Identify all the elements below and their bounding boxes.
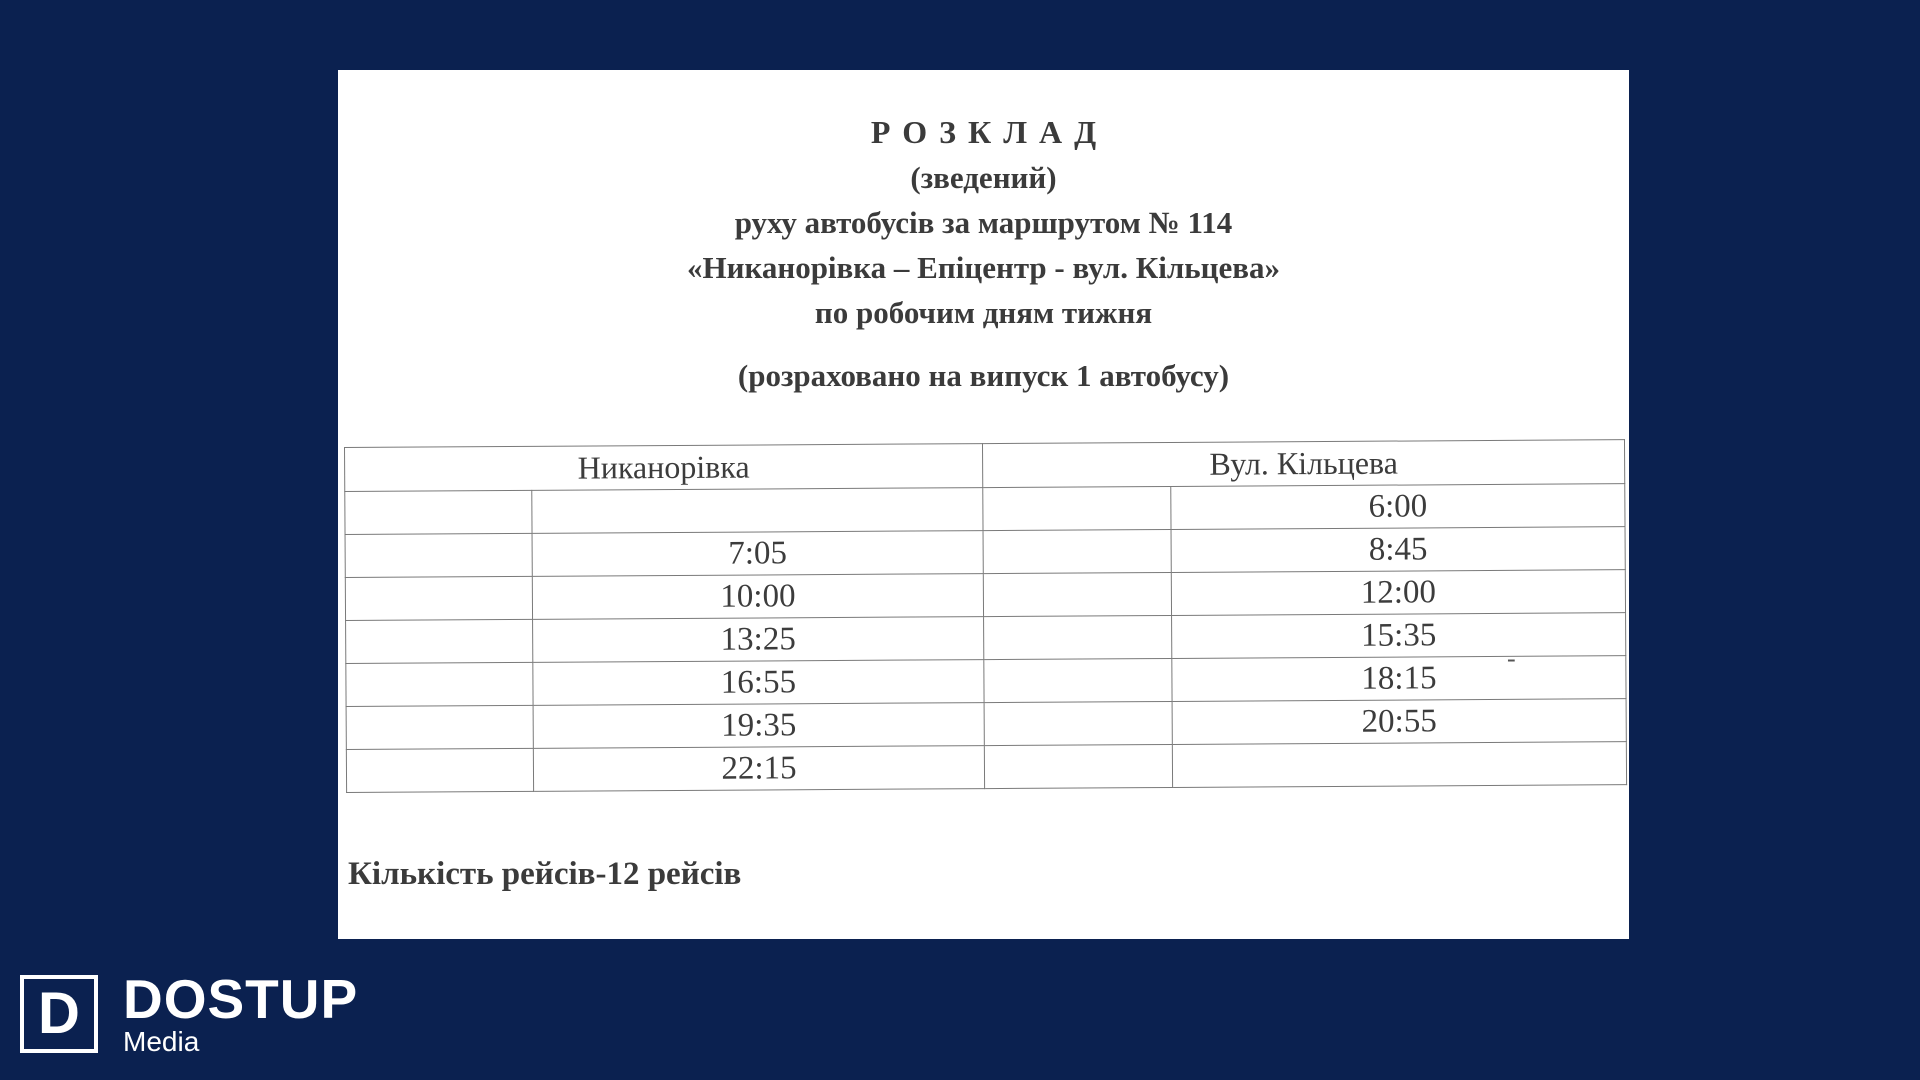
departure-kiltseva: 15:35 (1172, 613, 1626, 659)
departure-nykanorivka: 13:25 (533, 617, 984, 663)
empty-cell (346, 662, 533, 706)
empty-cell (983, 486, 1171, 530)
route-description: руху автобусів за маршрутом № 114 (734, 205, 1233, 240)
empty-cell (345, 490, 532, 534)
logo-wordmark (123, 968, 359, 1057)
empty-cell (984, 658, 1172, 702)
departure-kiltseva: 12:00 (1171, 570, 1625, 616)
document-header (338, 110, 1629, 398)
departure-nykanorivka: 16:55 (533, 660, 984, 706)
departure-kiltseva (1172, 742, 1626, 788)
empty-cell (983, 529, 1171, 573)
departure-nykanorivka (532, 488, 983, 534)
header-nykanorivka: Никанорівка (345, 444, 983, 492)
document-subtitle: (зведений) (910, 160, 1057, 195)
schedule-table-wrap (344, 439, 1626, 793)
empty-cell (984, 701, 1172, 745)
departure-kiltseva: 18:15 (1172, 656, 1626, 702)
stray-dash-mark: - (1507, 644, 1516, 673)
brand-name: DOSTUP (123, 968, 359, 1030)
route-name: «Никанорівка – Епіцентр - вул. Кільцева» (686, 250, 1281, 285)
empty-cell (984, 615, 1172, 659)
table-header-row (345, 440, 1625, 492)
departure-kiltseva: 6:00 (1171, 484, 1625, 530)
empty-cell (983, 572, 1171, 616)
departure-nykanorivka: 19:35 (533, 703, 984, 749)
departure-nykanorivka: 22:15 (533, 746, 984, 792)
departure-nykanorivka: 7:05 (532, 531, 983, 577)
brand-subtitle: Media (123, 1026, 200, 1057)
empty-cell (346, 748, 533, 792)
departure-kiltseva: 20:55 (1172, 699, 1626, 745)
empty-cell (345, 533, 532, 577)
table-row (346, 742, 1626, 793)
empty-cell (346, 705, 533, 749)
empty-cell (346, 619, 533, 663)
empty-cell (345, 576, 532, 620)
header-kiltseva: Вул. Кільцева (983, 440, 1625, 488)
bus-count-note: (розраховано на випуск 1 автобусу) (737, 358, 1230, 393)
schedule-days: по робочим дням тижня (814, 295, 1153, 330)
empty-cell (984, 744, 1172, 788)
schedule-document (338, 70, 1629, 939)
dostup-logo (20, 968, 359, 1057)
logo-mark-icon: D (20, 975, 98, 1053)
departure-nykanorivka: 10:00 (532, 574, 983, 620)
schedule-table (344, 439, 1627, 793)
departure-kiltseva: 8:45 (1171, 527, 1625, 573)
trip-count-note: Кількість рейсів-12 рейсів (348, 856, 742, 892)
document-title: РОЗКЛАД (870, 114, 1109, 150)
